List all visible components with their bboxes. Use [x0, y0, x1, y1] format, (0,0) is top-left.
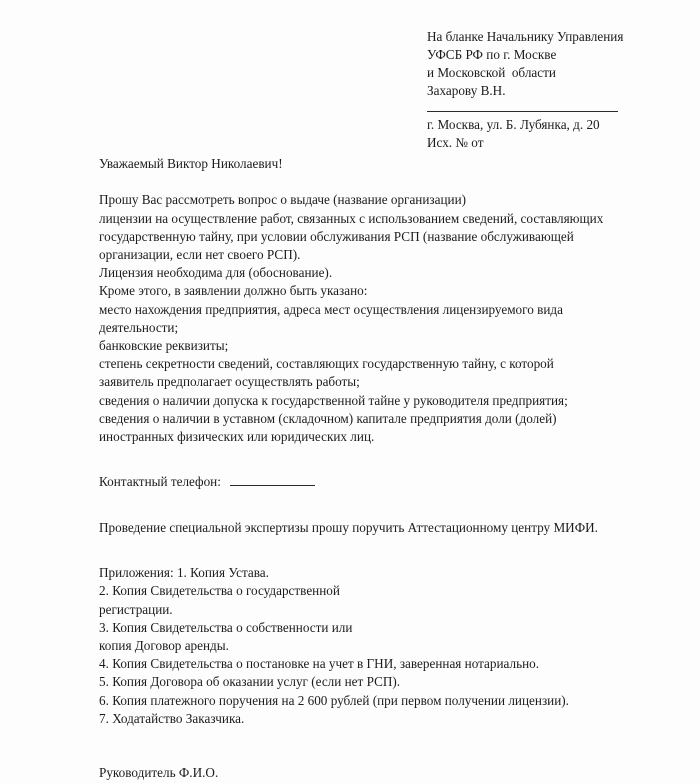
expertise-line: Проведение специальной экспертизы прошу поручить Аттестационному центру МИФИ.: [99, 519, 598, 535]
attachment-line: Приложения: 1. Копия Устава.: [99, 565, 269, 581]
signature-line: Руководитель Ф.И.О.: [99, 765, 219, 781]
request-line: заявитель предполагает осуществлять работы;: [99, 374, 360, 390]
spacer: [99, 446, 669, 464]
spacer: [99, 464, 669, 473]
request-line: иностранных физических или юридических лиц.: [99, 429, 375, 445]
spacer: [99, 728, 669, 746]
request-line: государственную тайну, при условии обслуживания РСП (название обслуживающей: [99, 228, 574, 244]
request-line: Прошу Вас рассмотреть вопрос о выдаче (название организации): [99, 192, 467, 208]
letter-body: [99, 155, 669, 783]
addressee-line: УФСБ РФ по г. Москве: [427, 47, 557, 62]
spacer: [99, 746, 669, 764]
attachment-line: 3. Копия Свидетельства о собственности или: [99, 619, 353, 635]
request-line: деятельности;: [99, 319, 179, 335]
request-line: организации, если нет своего РСП).: [99, 247, 301, 262]
salutation: Уважаемый Виктор Николаевич!: [99, 156, 283, 171]
contact-phone-input[interactable]: [230, 474, 315, 486]
attachment-line: регистрации.: [99, 601, 173, 617]
letter-header: [427, 28, 677, 152]
attachment-line: 7. Ходатайство Заказчика.: [99, 710, 245, 726]
addressee-line: Захарову В.Н.: [427, 83, 506, 98]
attachment-line: 6. Копия платежного поручения на 2 600 рублей (при первом получении лицензии).: [99, 692, 569, 708]
attachment-line: копия Договор аренды.: [99, 638, 229, 654]
spacer: [99, 492, 669, 510]
request-line: банковские реквизиты;: [99, 338, 229, 354]
contact-phone-label: Контактный телефон:: [99, 474, 221, 490]
request-line: сведения о наличии в уставном (складочном) капитале предприятия доли (долей): [99, 410, 557, 426]
request-line: Лицензия необходима для (обоснование).: [99, 265, 333, 281]
outgoing-number-line: Исх. № от: [427, 135, 484, 150]
spacer: [99, 510, 669, 519]
sender-address-line: г. Москва, ул. Б. Лубянка, д. 20: [427, 117, 600, 132]
request-line: лицензии на осуществление работ, связанных с использованием сведений, составляющих: [99, 210, 604, 226]
attachment-line: 5. Копия Договора об оказании услуг (если нет РСП).: [99, 674, 401, 690]
spacer: [99, 555, 669, 564]
spacer: [99, 173, 669, 191]
attachment-line: 2. Копия Свидетельства о государственной: [99, 583, 340, 599]
header-divider: [427, 111, 618, 112]
addressee-line: и Московской области: [427, 65, 556, 80]
attachment-line: 4. Копия Свидетельства о постановке на учет в ГНИ, заверенная нотариально.: [99, 656, 540, 672]
spacer: [99, 537, 669, 555]
request-line: степень секретности сведений, составляющих государственную тайну, с которой: [99, 356, 554, 372]
request-line: сведения о наличии допуска к государственной тайне у руководителя предприятия;: [99, 392, 568, 408]
request-line: Кроме этого, в заявлении должно быть указано:: [99, 283, 368, 299]
contact-phone-row: [99, 473, 669, 491]
addressee-line: На бланке Начальнику Управления: [427, 29, 624, 44]
request-line: место нахождения предприятия, адреса мест осуществления лицензируемого вида: [99, 301, 563, 317]
